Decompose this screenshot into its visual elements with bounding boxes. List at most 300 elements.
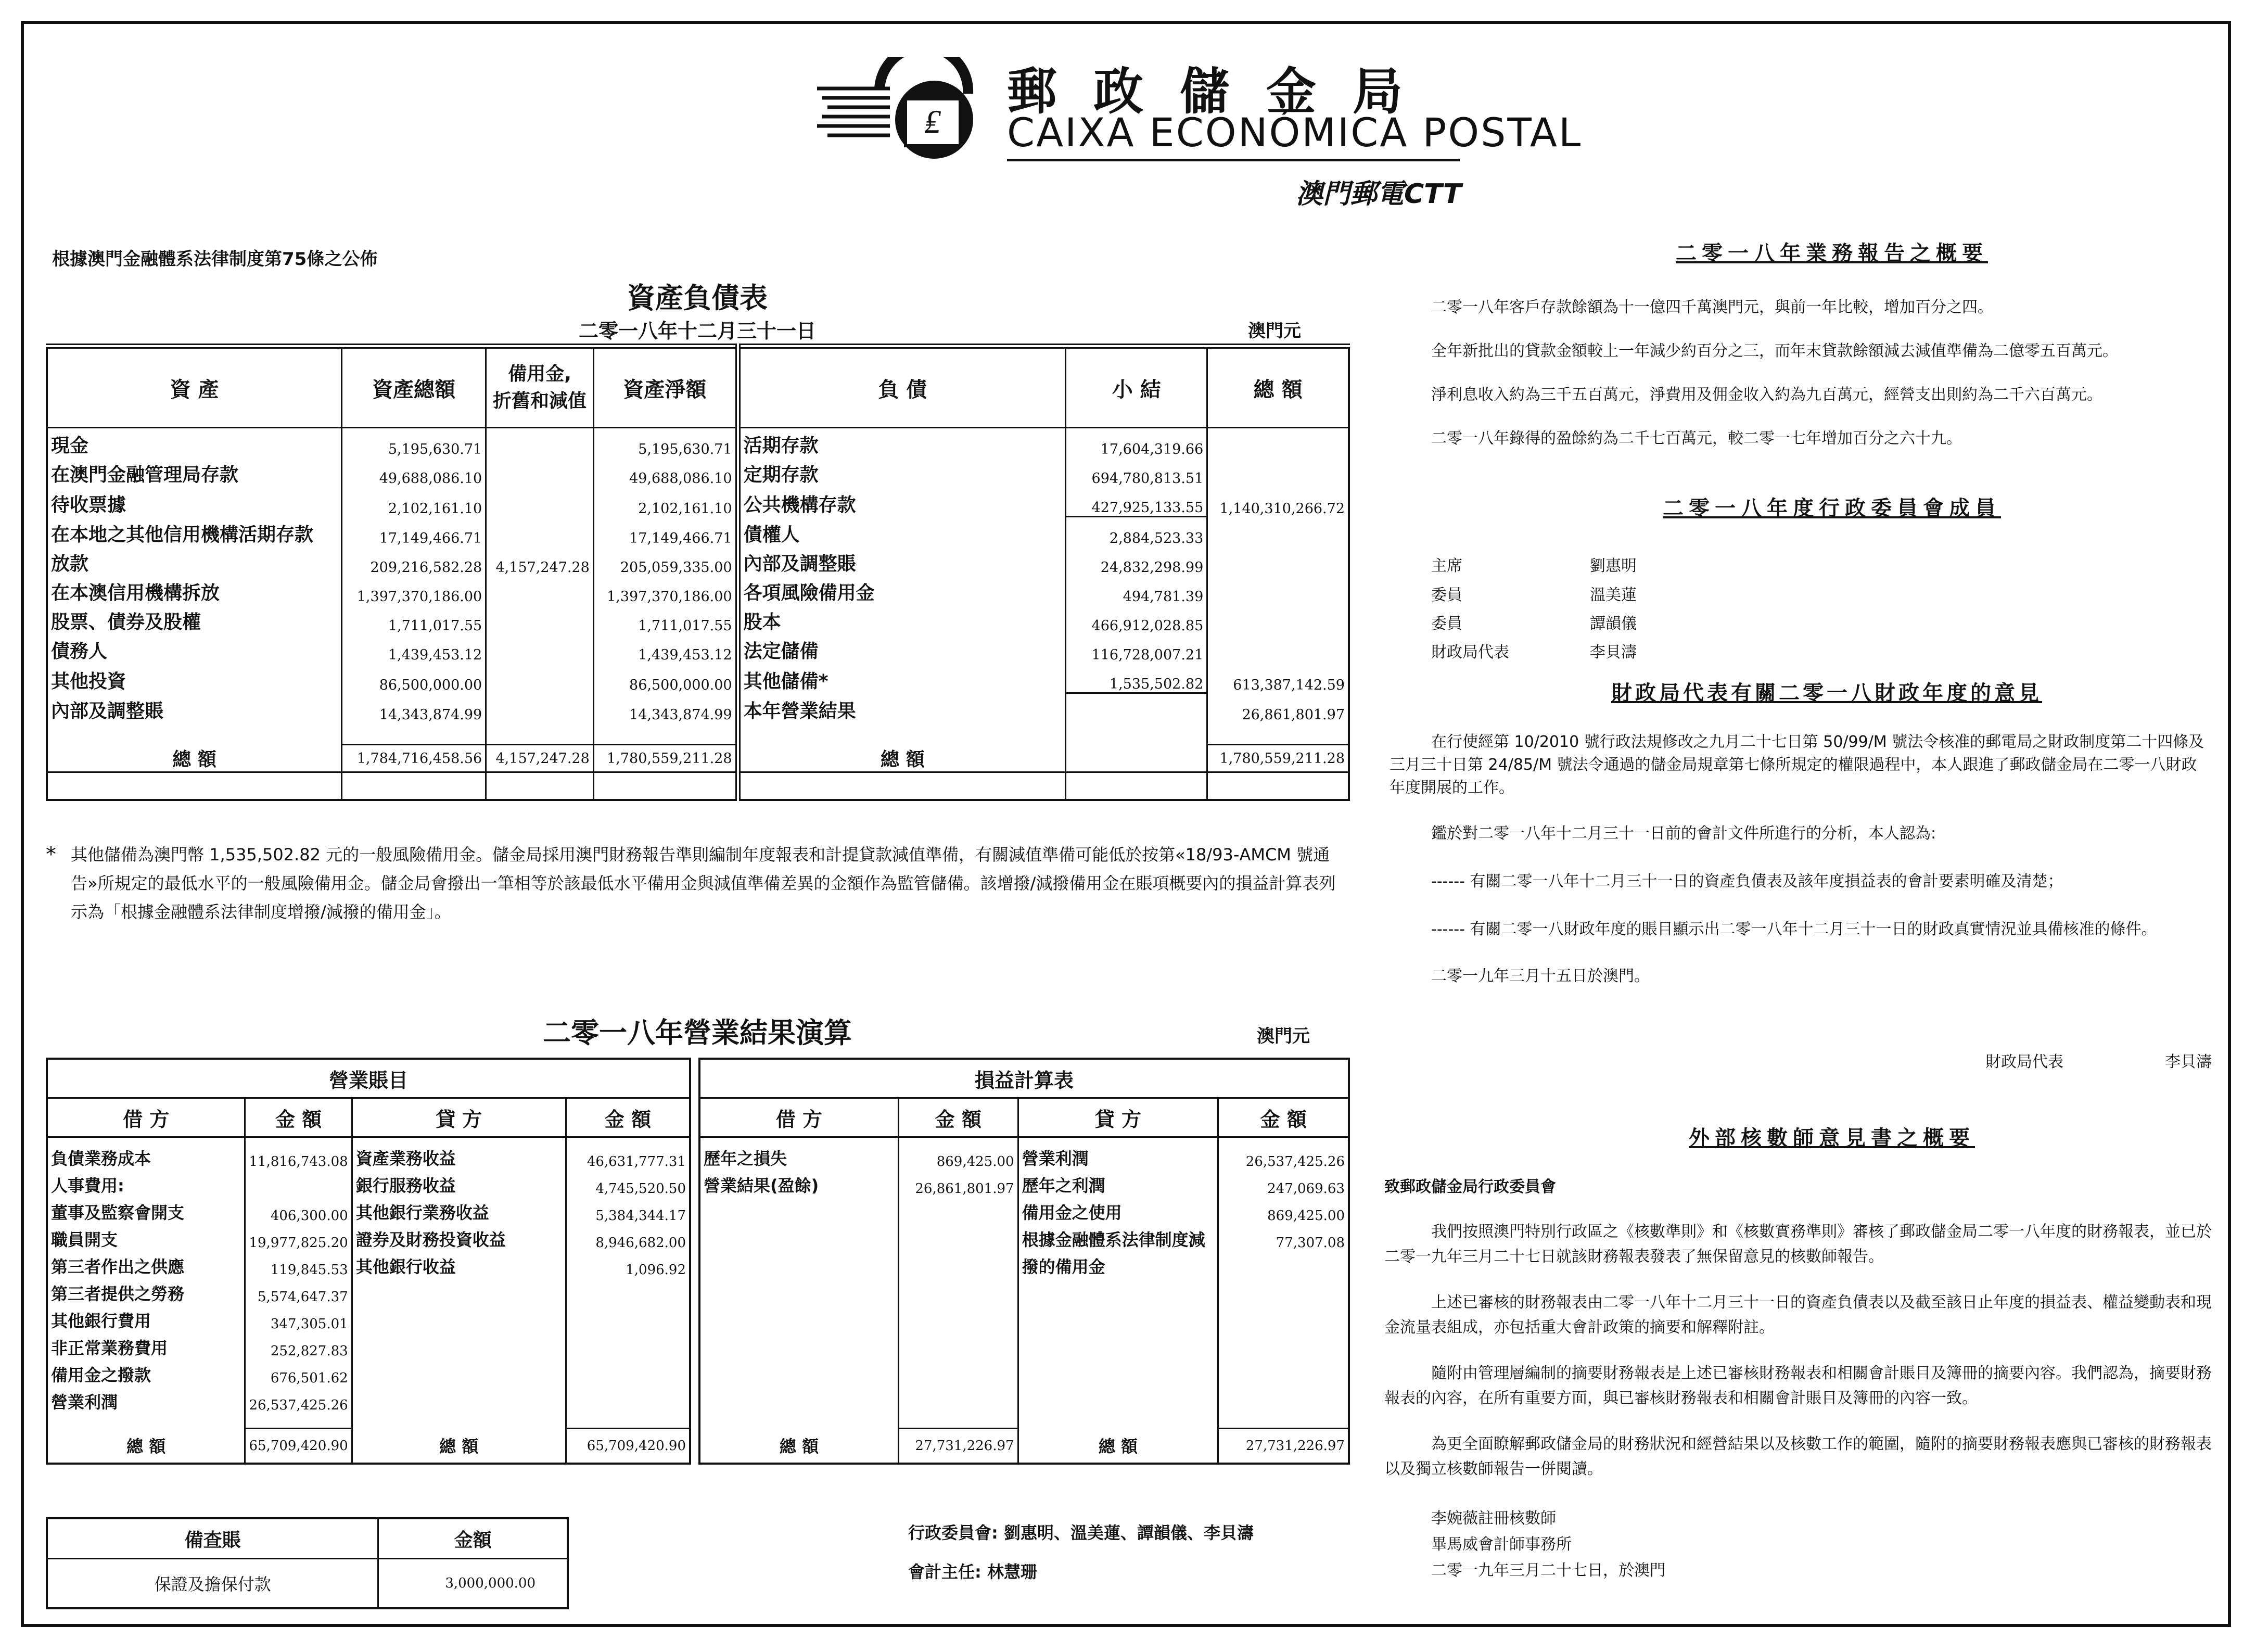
pnl-header-debit: 借 方 — [699, 1098, 899, 1137]
op-total-row — [47, 1428, 690, 1464]
op-total-label: 總 額 — [126, 1436, 166, 1456]
tail-cell — [1066, 772, 1207, 800]
spacer-cell — [738, 723, 1066, 745]
spacer-cell — [1207, 723, 1349, 745]
spacer-cell — [1218, 1413, 1349, 1429]
total-subtotal-empty — [1066, 745, 1207, 772]
committee-member: 溫美蓮 — [1590, 586, 1637, 604]
liability-subtotal: 494,781.39 — [1066, 576, 1207, 605]
op-credit-amount — [566, 1359, 690, 1386]
pnl-debit-amount — [899, 1305, 1018, 1332]
pnl-debit-amount — [899, 1251, 1018, 1278]
header-total: 總 額 — [1207, 346, 1349, 428]
total-provision: 4,157,247.28 — [486, 745, 594, 772]
asset-name: 放款 — [51, 553, 89, 575]
liability-name: 其他儲備* — [738, 663, 1066, 693]
tail-cell — [1207, 772, 1349, 800]
profit-loss-table — [698, 1058, 1350, 1465]
op-row — [47, 1137, 690, 1170]
spacer-cell — [47, 1413, 245, 1429]
balance-sheet-row — [47, 428, 1349, 458]
asset-net: 14,343,874.99 — [593, 693, 737, 723]
reserve-footnote — [46, 841, 1347, 926]
committee-signatures: 行政委員會: 劉惠明、溫美蓮、譚韻儀、李貝濤 — [908, 1523, 1254, 1543]
op-credit-amount — [566, 1332, 690, 1359]
op-debit-amount: 347,305.01 — [245, 1305, 352, 1332]
asset-net: 205,059,335.00 — [593, 547, 737, 576]
liability-subtotal: 2,884,523.33 — [1066, 517, 1207, 547]
asset-provision: 4,157,247.28 — [486, 547, 594, 576]
committee-role: 財政局代表 — [1431, 643, 1509, 662]
memo-header-account: 備查賬 — [47, 1518, 378, 1559]
total-label-liabilities: 總 額 — [738, 745, 1066, 772]
finance-signer-role: 財政局代表 — [1985, 1053, 2063, 1071]
balance-sheet-tail — [47, 772, 1349, 800]
asset-name: 待收票據 — [51, 494, 126, 516]
op-credit-item: 銀行服務收益 — [352, 1170, 566, 1197]
op-header-debit: 借 方 — [47, 1098, 245, 1137]
liability-subtotal: 116,728,007.21 — [1066, 634, 1207, 663]
op-debit-amount: 11,816,743.08 — [245, 1137, 352, 1170]
balance-sheet-row — [47, 487, 1349, 517]
pnl-debit-item — [699, 1386, 899, 1413]
total-label: 總 額 — [47, 745, 342, 772]
auditor-paragraph: 隨附由管理層編制的摘要財務報表是上述已審核財務報表和相關會計賬目及簿冊的摘要內容。我們認為，摘要財務報表的內容，在所有重要方面，與已審核財務報表和相關會計賬目及簿冊的內容一致。 — [1384, 1364, 2212, 1407]
operating-account-title: 營業賬目 — [47, 1059, 690, 1098]
pnl-credit-amount — [1218, 1251, 1349, 1278]
balance-sheet-row — [47, 576, 1349, 605]
tail-cell — [593, 772, 737, 800]
op-debit-item: 人事費用: — [51, 1175, 124, 1196]
pnl-credit-amount — [1218, 1305, 1349, 1332]
liability-name: 債權人 — [738, 517, 1066, 547]
pl-title: 二零一八年營業結果演算 — [543, 1016, 852, 1049]
profit-loss-title: 損益計算表 — [699, 1059, 1349, 1098]
pl-unit: 澳門元 — [1257, 1026, 1310, 1047]
op-debit-amount: 5,574,647.37 — [245, 1278, 352, 1305]
auditor-opinion — [1384, 1127, 2217, 1584]
balance-sheet-title: 資產負債表 — [627, 282, 768, 314]
finance-opinion-paragraph: ------ 有關二零一八年十二月三十一日的資產負債表及該年度損益表的會計要素明確及清楚； — [1431, 872, 2063, 891]
header-net-assets: 資產淨額 — [593, 346, 737, 428]
liability-total — [1207, 547, 1349, 576]
liability-name: 定期存款 — [738, 458, 1066, 487]
business-summary — [1384, 242, 2217, 461]
header-subtotal: 小 結 — [1066, 346, 1207, 428]
op-debit-amount: 406,300.00 — [245, 1197, 352, 1224]
committee-role: 委員 — [1431, 586, 1462, 604]
header-assets: 資 產 — [47, 346, 342, 428]
op-credit-item: 資產業務收益 — [352, 1137, 566, 1170]
balance-sheet-total-row — [47, 745, 1349, 772]
op-row — [47, 1278, 690, 1305]
header-provisions — [486, 346, 594, 428]
asset-net: 86,500,000.00 — [593, 663, 737, 693]
balance-sheet-row — [47, 663, 1349, 693]
liability-subtotal: 427,925,133.55 — [1066, 487, 1207, 517]
pnl-credit-amount: 26,537,425.26 — [1218, 1137, 1349, 1170]
header-liabilities: 負 債 — [738, 346, 1066, 428]
pnl-row — [699, 1359, 1349, 1386]
op-header-amount-1: 金 額 — [245, 1098, 352, 1137]
op-debit-amount: 26,537,425.26 — [245, 1386, 352, 1413]
pnl-header-credit: 貸 方 — [1018, 1098, 1218, 1137]
spacer-cell — [1066, 723, 1207, 745]
pnl-debit-item — [699, 1359, 899, 1386]
spacer-cell — [47, 723, 342, 745]
finance-signer-name: 李貝濤 — [2165, 1053, 2212, 1071]
liability-subtotal: 24,832,298.99 — [1066, 547, 1207, 576]
liability-subtotal: 694,780,813.51 — [1066, 458, 1207, 487]
pnl-credit-item: 備用金之使用 — [1018, 1197, 1218, 1224]
brand-chinese-name: 郵政儲金局 — [1007, 62, 1439, 121]
pnl-total-label: 總 額 — [1018, 1428, 1218, 1464]
pnl-credit-amount: 77,307.08 — [1218, 1224, 1349, 1251]
business-paragraph: 全年新批出的貸款金額較上一年減少約百分之三，而年末貸款餘額減去減值準備為二億零五百萬元。 — [1431, 342, 2118, 360]
asset-provision — [486, 605, 594, 634]
auditor-paragraph: 為更全面瞭解郵政儲金局的財務狀況和經營結果以及核數工作的範圍，隨附的摘要財務報表應與已審核的財務報表以及獨立核數師報告一併閱讀。 — [1384, 1435, 2212, 1478]
pnl-row — [699, 1278, 1349, 1305]
pnl-row — [699, 1251, 1349, 1278]
auditor-paragraph: 我們按照澳門特別行政區之《核數準則》和《核數實務準則》審核了郵政儲金局二零一八年度的財務報表，並已於二零一九年三月二十七日就該財務報表發表了無保留意見的核數師報告。 — [1384, 1223, 2212, 1266]
total-gross: 1,784,716,458.56 — [342, 745, 486, 772]
pnl-debit-item — [699, 1305, 899, 1332]
spacer-cell — [566, 1413, 690, 1429]
liability-name: 活期存款 — [738, 428, 1066, 458]
pnl-credit-item — [1018, 1305, 1218, 1332]
memo-header-amount: 金額 — [378, 1518, 568, 1559]
pnl-row — [699, 1332, 1349, 1359]
finance-opinion-paragraph: ------ 有關二零一八財政年度的賬目顯示出二零一八年十二月三十一日的財政真實情況並具備核准的條件。 — [1431, 920, 2157, 938]
pnl-debit-amount — [899, 1197, 1018, 1224]
pnl-credit-item: 根據金融體系法律制度減 — [1018, 1224, 1218, 1251]
liability-subtotal: 17,604,319.66 — [1066, 428, 1207, 458]
op-debit-item: 負債業務成本 — [51, 1148, 151, 1168]
op-credit-item: 證券及財務投資收益 — [352, 1224, 566, 1251]
pnl-debit-item — [699, 1224, 899, 1251]
asset-gross: 1,439,453.12 — [342, 634, 486, 663]
business-paragraph: 二零一八年客戶存款餘額為十一億四千萬澳門元，與前一年比較，增加百分之四。 — [1431, 298, 1993, 316]
pnl-credit-item: 撥的備用金 — [1018, 1251, 1218, 1278]
op-credit-amount: 1,096.92 — [566, 1251, 690, 1278]
pnl-debit-item: 營業結果(盈餘) — [704, 1175, 819, 1196]
op-spacer — [47, 1413, 690, 1429]
pnl-row — [699, 1170, 1349, 1197]
committee-member: 李貝濤 — [1590, 643, 1637, 662]
liability-subtotal — [1066, 693, 1207, 723]
total-liabilities: 1,780,559,211.28 — [1207, 745, 1349, 772]
balance-sheet-row — [47, 458, 1349, 487]
committee-title: 二零一八年度行政委員會成員 — [1663, 497, 2001, 520]
tail-cell — [342, 772, 486, 800]
auditor-paragraph: 上述已審核的財務報表由二零一八年十二月三十一日的資產負債表以及截至該日止年度的損益表、權益變動表和現金流量表組成，亦包括重大會計政策的摘要和解釋附註。 — [1384, 1293, 2212, 1337]
brand-ctt: 澳門郵電CTT — [1296, 179, 1462, 210]
pnl-credit-amount — [1218, 1386, 1349, 1413]
liability-total: 26,861,801.97 — [1207, 693, 1349, 723]
postal-logo-icon — [812, 57, 984, 161]
balance-sheet-unit: 澳門元 — [1248, 321, 1301, 341]
committee-section — [1384, 497, 2217, 520]
op-debit-item: 董事及監察會開支 — [51, 1202, 185, 1223]
tail-cell — [486, 772, 594, 800]
balance-sheet-table — [46, 344, 1350, 801]
memo-account: 保證及擔保付款 — [154, 1574, 271, 1594]
spacer-cell — [1018, 1413, 1218, 1429]
balance-sheet-row — [47, 517, 1349, 547]
decree-line: 根據澳門金融體系法律制度第75條之公佈 — [52, 249, 378, 270]
asset-name: 其他投資 — [51, 670, 126, 692]
footnote-text: 其他儲備為澳門幣 1,535,502.82 元的一般風險備用金。儲金局採用澳門財務報告準則編制年度報表和計提貸款減值準備，有關減值準備可能低於按第«18/93-AMCM 號通告»所規定的最低水平的一般風險備用金。儲金局會撥出一筆相等於該最低水平備用金與減值準備差異的金額作為監管儲備。該增撥/減撥備用金在賬項概要內的損益計算表列示為「根據金融體系法律制度增撥/減撥的備用金」。 — [71, 845, 1336, 922]
asset-name: 內部及調整賬 — [51, 701, 164, 722]
finance-opinion-paragraph: 在行使經第 10/2010 號行政法規修改之九月二十七日第 50/99/M 號法令核准的郵電局之財政制度第二十四條及三月三十日第 24/85/M 號法令通過的儲金局規章第七條所規定的權限過程中，本人跟進了郵政儲金局在二零一八財政年度開展的工作。 — [1390, 733, 2204, 797]
auditor-addressee: 致郵政儲金局行政委員會 — [1384, 1178, 1556, 1196]
liability-total — [1207, 428, 1349, 458]
liability-name: 法定儲備 — [738, 634, 1066, 663]
pnl-credit-amount: 869,425.00 — [1218, 1197, 1349, 1224]
op-debit-item: 非正常業務費用 — [51, 1338, 168, 1358]
balance-sheet-row — [47, 693, 1349, 723]
footnote-marker: * — [46, 843, 56, 867]
op-row — [47, 1359, 690, 1386]
memo-amount: 3,000,000.00 — [378, 1559, 568, 1609]
op-total-debit: 65,709,420.90 — [245, 1428, 352, 1464]
op-credit-item: 其他銀行收益 — [352, 1251, 566, 1278]
balance-sheet-spacer — [47, 723, 1349, 745]
pnl-row — [699, 1305, 1349, 1332]
pnl-header-amount-1: 金 額 — [899, 1098, 1018, 1137]
op-credit-item — [352, 1332, 566, 1359]
pnl-credit-amount — [1218, 1278, 1349, 1305]
liability-total: 1,140,310,266.72 — [1207, 487, 1349, 517]
op-credit-amount — [566, 1305, 690, 1332]
op-debit-amount: 19,977,825.20 — [245, 1224, 352, 1251]
committee-role: 主席 — [1431, 557, 1462, 575]
liability-name: 內部及調整賬 — [738, 547, 1066, 576]
op-debit-amount — [245, 1170, 352, 1197]
pnl-debit-item — [699, 1332, 899, 1359]
spacer-cell — [593, 723, 737, 745]
asset-net: 17,149,466.71 — [593, 517, 737, 547]
op-row — [47, 1305, 690, 1332]
asset-provision — [486, 487, 594, 517]
op-credit-amount — [566, 1278, 690, 1305]
header-provisions-line2: 折舊和減值 — [493, 390, 587, 412]
op-row — [47, 1386, 690, 1413]
liability-name: 股本 — [738, 605, 1066, 634]
finance-opinion-title: 財政局代表有關二零一八財政年度的意見 — [1611, 681, 2042, 705]
balance-sheet-date: 二零一八年十二月三十一日 — [578, 320, 816, 342]
op-credit-amount: 46,631,777.31 — [566, 1137, 690, 1170]
total-net: 1,780,559,211.28 — [593, 745, 737, 772]
balance-sheet-row — [47, 605, 1349, 634]
brand-portuguese-name: CAIXA ECONÓMICA POSTAL — [1007, 109, 1583, 156]
op-credit-item: 其他銀行業務收益 — [352, 1197, 566, 1224]
pnl-debit-amount — [899, 1224, 1018, 1251]
pnl-debit-item — [699, 1251, 899, 1278]
liability-total — [1207, 634, 1349, 663]
liability-total — [1207, 576, 1349, 605]
spacer-cell — [899, 1413, 1018, 1429]
svg-text:₤: ₤ — [924, 103, 941, 141]
op-total-label: 總 額 — [352, 1428, 566, 1464]
asset-provision — [486, 663, 594, 693]
pnl-total-row — [699, 1428, 1349, 1464]
asset-net: 49,688,086.10 — [593, 458, 737, 487]
pnl-credit-item — [1018, 1386, 1218, 1413]
op-debit-amount: 119,845.53 — [245, 1251, 352, 1278]
auditor-signoff: 二零一九年三月二十七日，於澳門 — [1431, 1561, 1665, 1580]
asset-name: 債務人 — [51, 641, 108, 662]
op-debit-amount: 252,827.83 — [245, 1332, 352, 1359]
op-row — [47, 1251, 690, 1278]
liability-total — [1207, 458, 1349, 487]
spacer-cell — [245, 1413, 352, 1429]
op-header-amount-2: 金 額 — [566, 1098, 690, 1137]
asset-provision — [486, 428, 594, 458]
asset-gross: 86,500,000.00 — [342, 663, 486, 693]
op-credit-item — [352, 1359, 566, 1386]
op-credit-amount: 4,745,520.50 — [566, 1170, 690, 1197]
spacer-cell — [486, 723, 594, 745]
header-gross-assets: 資產總額 — [342, 346, 486, 428]
liability-total — [1207, 517, 1349, 547]
asset-net: 1,397,370,186.00 — [593, 576, 737, 605]
liability-name: 本年營業結果 — [738, 693, 1066, 723]
balance-sheet-row — [47, 634, 1349, 663]
op-debit-item: 第三者作出之供應 — [51, 1256, 185, 1277]
pnl-debit-amount: 26,861,801.97 — [899, 1170, 1018, 1197]
pnl-credit-item — [1018, 1278, 1218, 1305]
business-summary-title: 二零一八年業務報告之概要 — [1676, 242, 1988, 265]
pnl-debit-amount: 869,425.00 — [899, 1137, 1018, 1170]
asset-net: 5,195,630.71 — [593, 428, 737, 458]
op-credit-item — [352, 1278, 566, 1305]
asset-gross: 49,688,086.10 — [342, 458, 486, 487]
auditor-opinion-title: 外部核數師意見書之概要 — [1689, 1126, 1975, 1150]
pnl-row — [699, 1386, 1349, 1413]
pnl-debit-item: 歷年之損失 — [704, 1148, 787, 1168]
op-header-credit: 貸 方 — [352, 1098, 566, 1137]
tail-cell — [738, 772, 1066, 800]
committee-member: 譚韻儀 — [1590, 615, 1637, 633]
business-paragraph: 淨利息收入約為三千五百萬元，淨費用及佣金收入約為九百萬元，經營支出則約為二千六百萬元。 — [1431, 386, 2102, 404]
pnl-credit-item — [1018, 1332, 1218, 1359]
pnl-row — [699, 1137, 1349, 1170]
auditor-signoff: 畢馬威會計師事務所 — [1431, 1535, 1572, 1554]
op-credit-amount: 5,384,344.17 — [566, 1197, 690, 1224]
op-credit-item — [352, 1386, 566, 1413]
business-paragraph: 二零一八年錄得的盈餘約為二千七百萬元，較二零一七年增加百分之六十九。 — [1431, 429, 1962, 448]
asset-provision — [486, 634, 594, 663]
liability-name: 各項風險備用金 — [738, 576, 1066, 605]
asset-gross: 17,149,466.71 — [342, 517, 486, 547]
asset-gross: 209,216,582.28 — [342, 547, 486, 576]
committee-member: 劉惠明 — [1590, 557, 1637, 575]
op-total-credit: 65,709,420.90 — [566, 1428, 690, 1464]
memorandum-table — [46, 1517, 569, 1609]
asset-gross: 14,343,874.99 — [342, 693, 486, 723]
committee-role: 委員 — [1431, 615, 1462, 633]
liability-total — [1207, 605, 1349, 634]
op-debit-amount: 676,501.62 — [245, 1359, 352, 1386]
spacer-cell — [699, 1413, 899, 1429]
op-credit-amount: 8,946,682.00 — [566, 1224, 690, 1251]
pnl-row — [699, 1224, 1349, 1251]
pnl-total-credit: 27,731,226.97 — [1218, 1428, 1349, 1464]
asset-provision — [486, 576, 594, 605]
asset-gross: 1,397,370,186.00 — [342, 576, 486, 605]
op-debit-item: 備用金之撥款 — [51, 1365, 151, 1385]
finance-opinion — [1384, 682, 2217, 988]
asset-gross: 1,711,017.55 — [342, 605, 486, 634]
asset-gross: 2,102,161.10 — [342, 487, 486, 517]
pnl-credit-amount — [1218, 1332, 1349, 1359]
tail-cell — [47, 772, 342, 800]
asset-name: 現金 — [51, 435, 89, 456]
pnl-debit-item — [699, 1278, 899, 1305]
liability-subtotal: 1,535,502.82 — [1066, 663, 1207, 693]
asset-provision — [486, 693, 594, 723]
pnl-total-debit: 27,731,226.97 — [899, 1428, 1018, 1464]
pnl-debit-item — [699, 1197, 899, 1224]
asset-provision — [486, 458, 594, 487]
asset-name: 在本澳信用機構拆放 — [51, 582, 220, 604]
asset-gross: 5,195,630.71 — [342, 428, 486, 458]
pnl-credit-item — [1018, 1359, 1218, 1386]
spacer-cell — [342, 723, 486, 745]
pnl-debit-amount — [899, 1332, 1018, 1359]
pnl-header-amount-2: 金 額 — [1218, 1098, 1349, 1137]
pnl-credit-amount: 247,069.63 — [1218, 1170, 1349, 1197]
accountant-signature: 會計主任: 林慧珊 — [908, 1562, 1037, 1582]
op-debit-item: 營業利潤 — [51, 1392, 118, 1412]
liability-subtotal: 466,912,028.85 — [1066, 605, 1207, 634]
finance-opinion-paragraph: 二零一九年三月十五日於澳門。 — [1431, 967, 1650, 985]
pnl-credit-item: 歷年之利潤 — [1018, 1170, 1218, 1197]
asset-name: 在本地之其他信用機構活期存款 — [51, 524, 314, 545]
op-credit-item — [352, 1305, 566, 1332]
balance-sheet-row — [47, 547, 1349, 576]
asset-name: 股票、債券及股權 — [51, 612, 201, 633]
op-debit-item: 職員開支 — [51, 1229, 118, 1250]
pnl-row — [699, 1197, 1349, 1224]
op-row — [47, 1197, 690, 1224]
pnl-spacer — [699, 1413, 1349, 1429]
asset-provision — [486, 517, 594, 547]
op-credit-amount — [566, 1386, 690, 1413]
brand-rule — [1007, 159, 1460, 161]
op-debit-item: 第三者提供之勞務 — [51, 1284, 185, 1304]
asset-net: 1,711,017.55 — [593, 605, 737, 634]
pnl-debit-amount — [899, 1278, 1018, 1305]
liability-total: 613,387,142.59 — [1207, 663, 1349, 693]
liability-name: 公共機構存款 — [738, 487, 1066, 517]
op-debit-item: 其他銀行費用 — [51, 1311, 151, 1331]
operating-account-table — [46, 1058, 691, 1465]
op-row — [47, 1170, 690, 1197]
asset-net: 1,439,453.12 — [593, 634, 737, 663]
pnl-debit-amount — [899, 1359, 1018, 1386]
op-row — [47, 1224, 690, 1251]
auditor-signoff: 李婉薇註冊核數師 — [1431, 1509, 1556, 1528]
pnl-credit-item: 營業利潤 — [1018, 1137, 1218, 1170]
asset-net: 2,102,161.10 — [593, 487, 737, 517]
asset-name: 在澳門金融管理局存款 — [51, 464, 239, 486]
finance-opinion-paragraph: 鑑於對二零一八年十二月三十一日前的會計文件所進行的分析，本人認為: — [1431, 824, 1936, 843]
header-provisions-line1: 備用金, — [508, 363, 571, 385]
pnl-debit-amount — [899, 1386, 1018, 1413]
op-row — [47, 1332, 690, 1359]
